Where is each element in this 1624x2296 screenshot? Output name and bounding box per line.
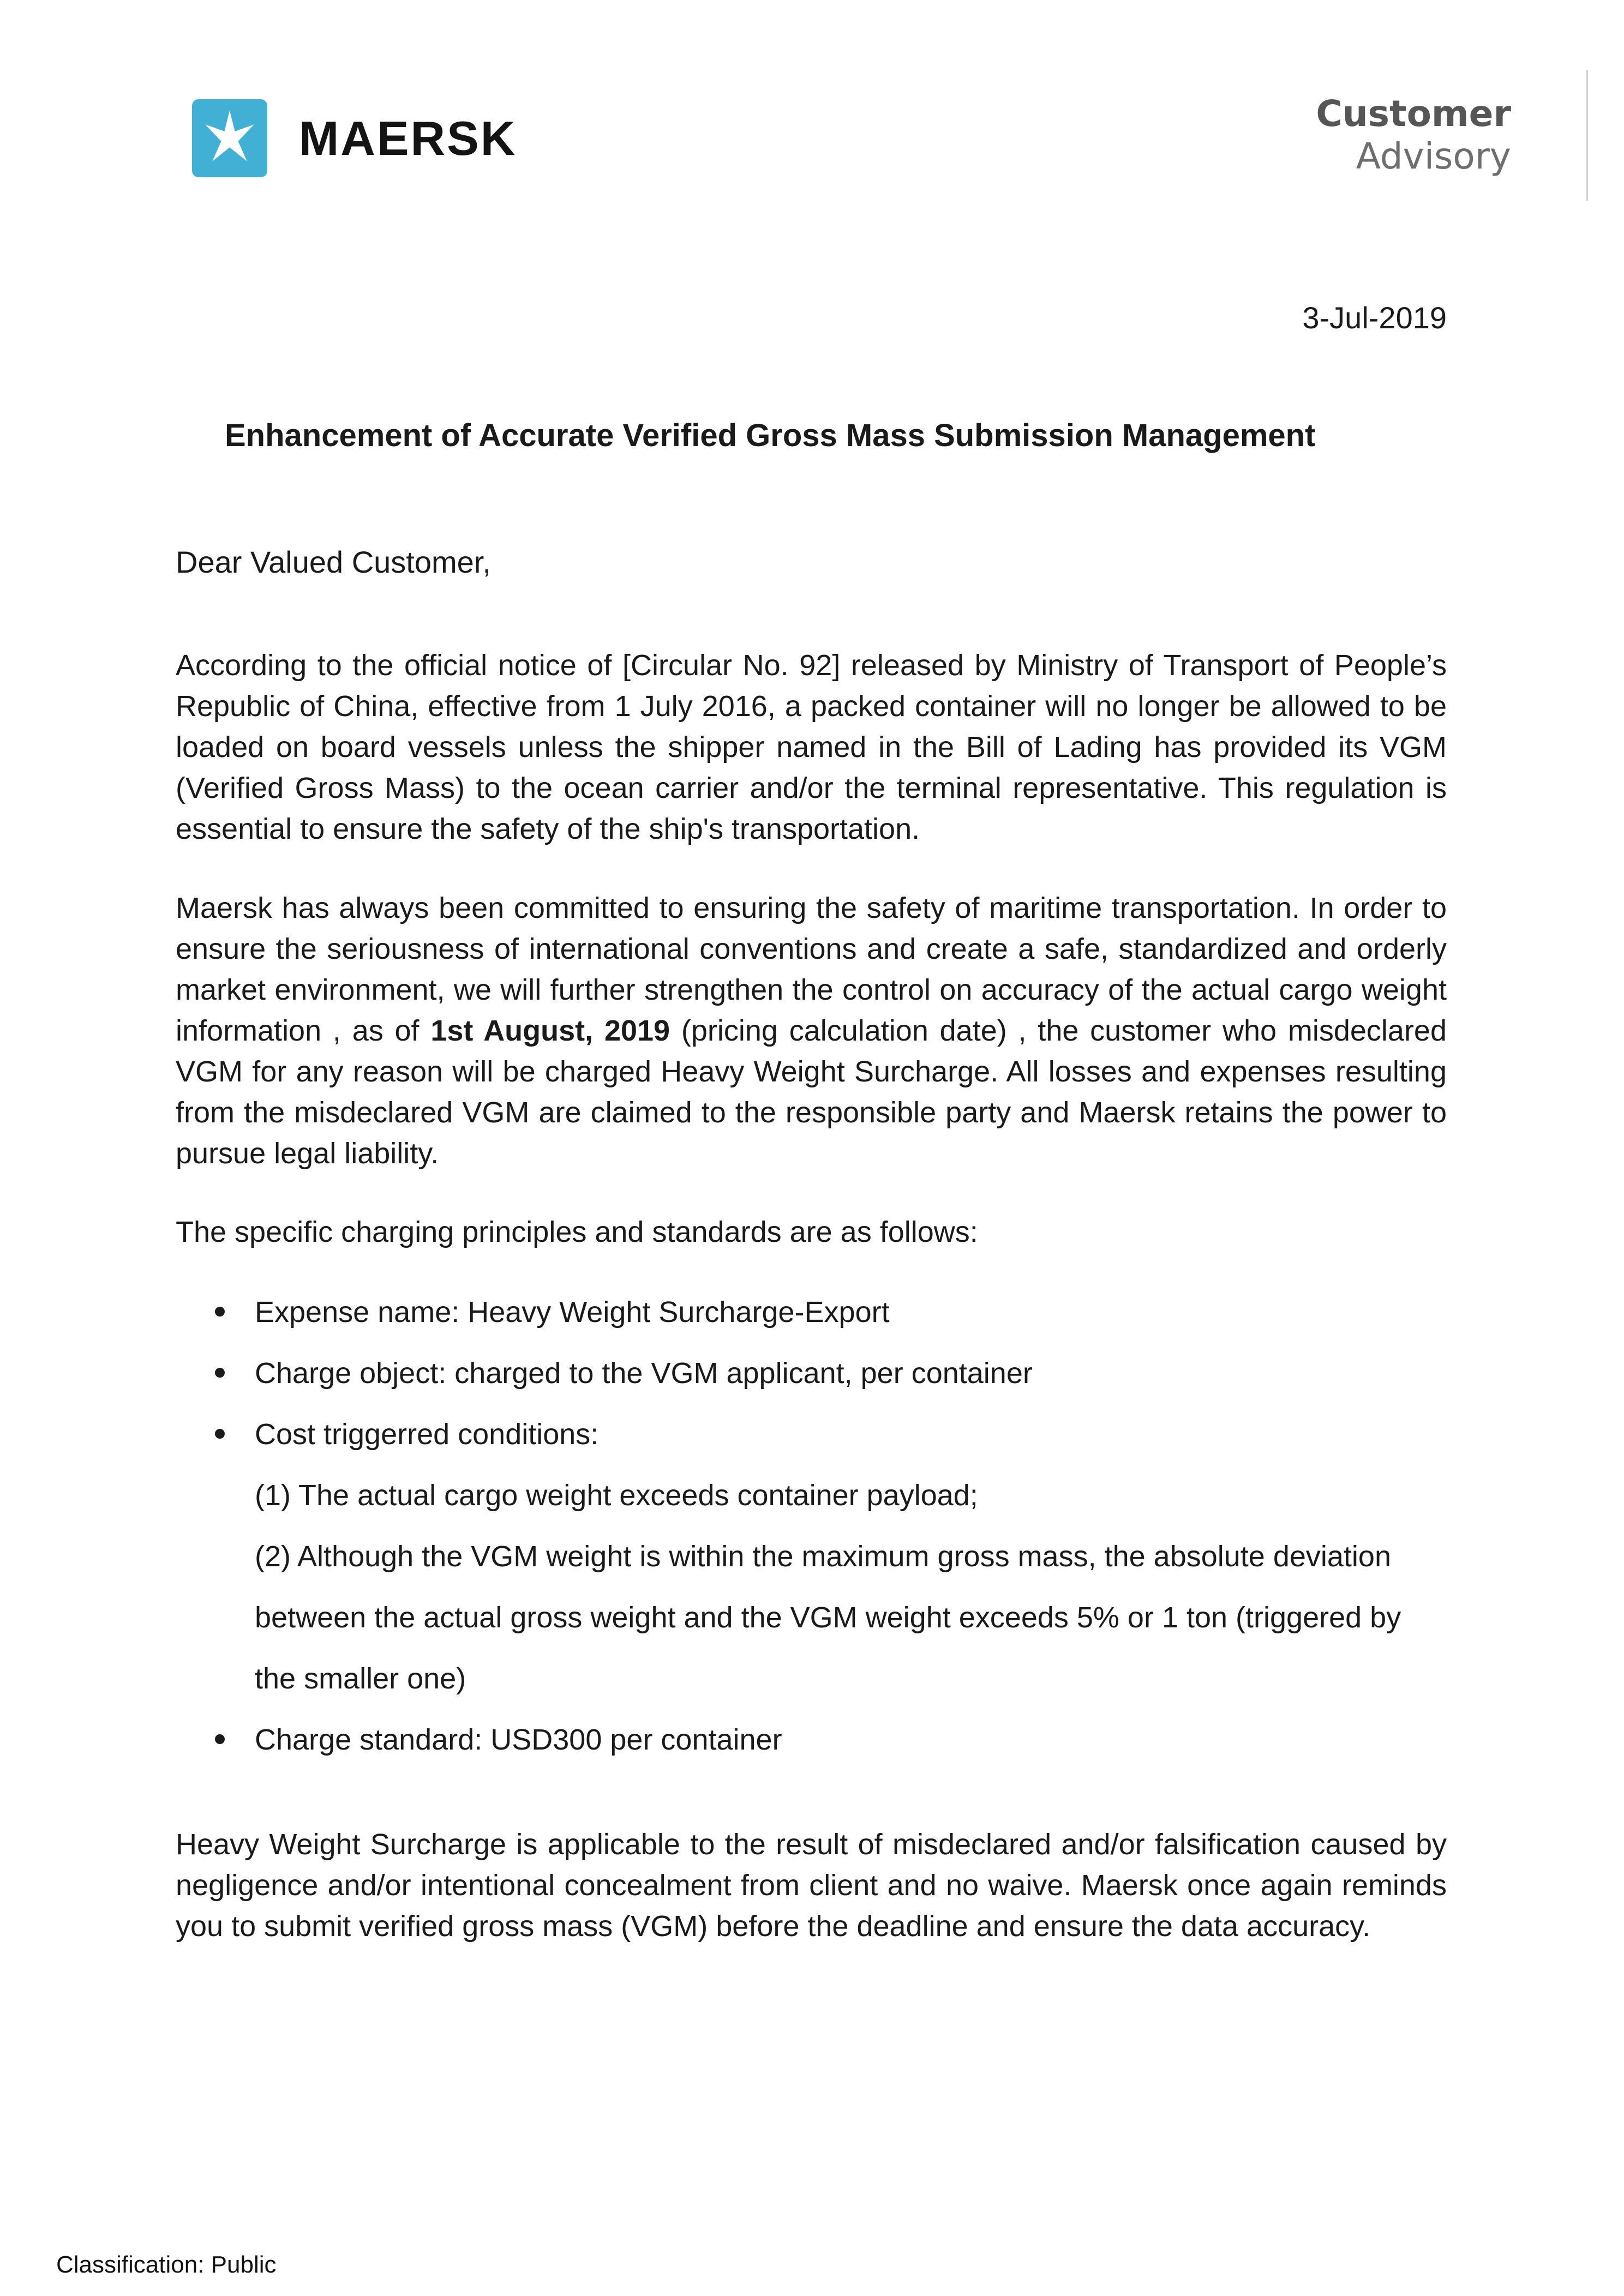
paragraph-principles-intro: The specific charging principles and standards are as follows: (176, 1216, 978, 1248)
paragraph-commitment (176, 888, 1447, 1174)
paragraph-regulation: According to the official notice of [Circular No. 92] released by Ministry of Transport of People’s Republic of China, effective from 1 July 2016, a packed container will no longer be allowed to be loaded on board vessels unless the shipper named in the Bill of Lading has provided its VGM (Verified Gross Mass) to the ocean carrier and/or the terminal representative. This regulation is essential to ensure the safety of the ship's transportation. (176, 649, 1447, 845)
condition-item (176, 1476, 1447, 1537)
advisory-line2: Advisory (1356, 135, 1511, 177)
maersk-logo (192, 99, 517, 177)
salutation: Dear Valued Customer, (176, 545, 491, 579)
maersk-star-icon (192, 99, 267, 177)
list-item-text: Cost triggerred conditions: (255, 1418, 599, 1451)
condition-text: the smaller one) (255, 1662, 466, 1695)
list-item (176, 1293, 1447, 1354)
letter-date: 3-Jul-2019 (1302, 300, 1447, 335)
condition-item-continuation (176, 1659, 1447, 1720)
condition-item (176, 1537, 1447, 1598)
effective-date: 1st August, 2019 (430, 1014, 670, 1047)
list-item-text: Charge object: charged to the VGM applicant, per container (255, 1357, 1033, 1390)
condition-item-continuation (176, 1598, 1447, 1659)
classification-label: Classification: Public (56, 2251, 277, 2278)
bullet-icon (215, 1429, 225, 1439)
customer-advisory-label (1316, 93, 1511, 178)
charging-principles-list (176, 1293, 1447, 1781)
list-item-text: Charge standard: USD300 per container (255, 1723, 782, 1756)
paragraph-commitment-text: Maersk has always been committed to ensuring the safety of maritime transportation. In order to ensure the seriousness of international conventions and create a safe, standardized and orderly market environment, we will further strengthen the control on accuracy of the actual cargo weight information , as of (176, 892, 1447, 1047)
condition-text: (1) The actual cargo weight exceeds container payload; (255, 1479, 978, 1512)
list-item (176, 1354, 1447, 1415)
condition-text: between the actual gross weight and the VGM weight exceeds 5% or 1 ton (triggered by (255, 1601, 1401, 1634)
bullet-icon (215, 1368, 225, 1378)
letter-title: Enhancement of Accurate Verified Gross Mass Submission Management (225, 418, 1316, 453)
paragraph-closing: Heavy Weight Surcharge is applicable to the result of misdeclared and/or falsification caused by negligence and/or intentional concealment from client and no waive. Maersk once again reminds you to submit verified gross mass (VGM) before the deadline and ensure the data accuracy. (176, 1828, 1447, 1943)
paragraph-commitment-text-end: (pricing calculation date) , the customer who misdeclared VGM for any reason will be charged Heavy Weight Surcharge. All losses and expenses resulting from the misdeclared VGM are claimed to the responsible party and Maersk retains the power to pursue legal liability. (176, 1014, 1447, 1170)
list-item (176, 1720, 1447, 1781)
brand-name: MAERSK (299, 111, 517, 165)
bullet-icon (215, 1307, 225, 1317)
advisory-line1: Customer (1316, 93, 1511, 135)
condition-text: (2) Although the VGM weight is within the maximum gross mass, the absolute deviation (255, 1540, 1391, 1573)
header-divider (1586, 70, 1588, 201)
list-item-text: Expense name: Heavy Weight Surcharge-Export (255, 1296, 890, 1329)
list-item (176, 1415, 1447, 1476)
bullet-icon (215, 1734, 225, 1744)
